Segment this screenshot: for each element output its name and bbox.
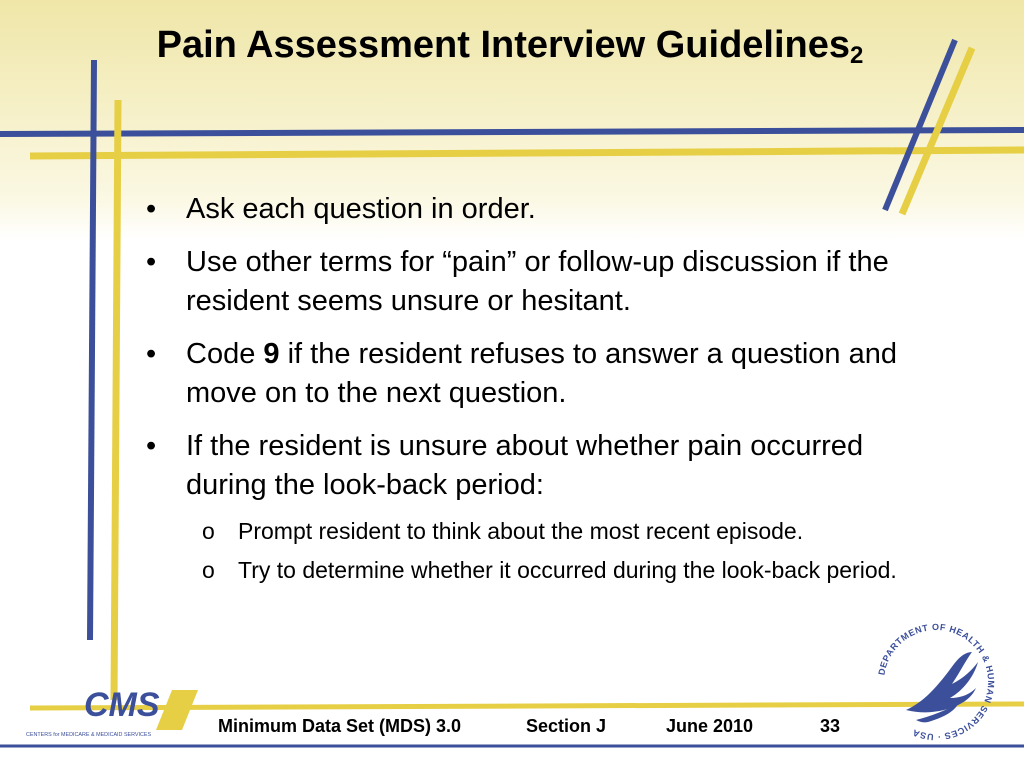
bullet-item — [146, 243, 946, 321]
slide-title — [140, 22, 880, 68]
sub-bullet-text: Prompt resident to think about the most recent episode. — [238, 518, 804, 544]
bullet-marker: • — [146, 338, 157, 370]
bullet-text: If the resident is unsure about whether pain occurred during the look-back period: — [186, 430, 864, 501]
cms-logo-text: CMS — [84, 686, 160, 724]
hhs-seal-text: DEPARTMENT OF HEALTH & HUMAN SERVICES · USA — [876, 621, 997, 743]
hhs-seal — [866, 612, 1006, 752]
sub-bullet-item — [146, 554, 946, 587]
bullet-list — [146, 190, 946, 597]
sub-bullet-item — [146, 515, 946, 548]
bullet-marker: • — [146, 193, 157, 225]
slide-title-subscript: 2 — [850, 42, 864, 69]
footer-section: Section J — [526, 716, 607, 736]
footer-page-number: 33 — [820, 716, 841, 736]
cms-logo — [22, 680, 202, 742]
footer-program: Minimum Data Set (MDS) 3.0 — [218, 716, 462, 736]
bullet-item — [146, 427, 946, 505]
bullet-marker: • — [146, 246, 157, 278]
bullet-item — [146, 190, 946, 229]
sub-bullet-marker: o — [202, 557, 215, 583]
cms-logo-tagline: CENTERS for MEDICARE & MEDICAID SERVICES — [26, 732, 152, 738]
bullet-text: if the resident refuses to answer a question and move on to the next question. — [186, 338, 897, 409]
bullet-text: Use other terms for “pain” or follow-up discussion if the resident seems unsure or hesitant. — [186, 246, 889, 317]
footer-date: June 2010 — [666, 716, 754, 736]
bullet-marker: • — [146, 430, 157, 462]
slide-title-text: Pain Assessment Interview Guidelines — [156, 24, 851, 66]
bullet-text: Ask each question in order. — [186, 193, 536, 225]
bullet-text: Code — [186, 338, 264, 370]
bullet-item — [146, 335, 946, 413]
bullet-code-value: 9 — [263, 338, 280, 370]
sub-bullet-marker: o — [202, 518, 215, 544]
sub-bullet-text: Try to determine whether it occurred during the look-back period. — [238, 557, 897, 583]
